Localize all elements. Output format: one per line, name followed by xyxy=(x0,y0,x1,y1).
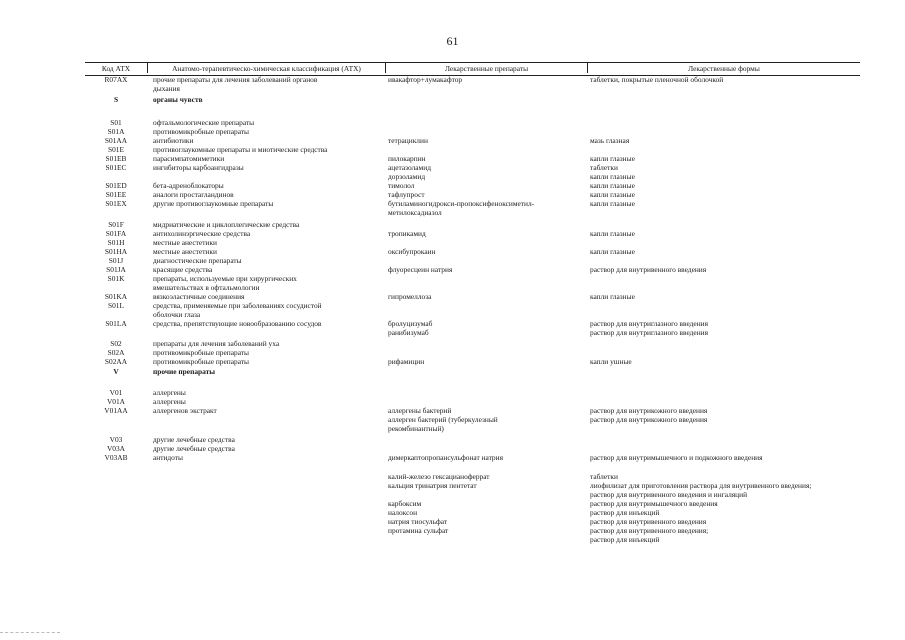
cell-code: V03 xyxy=(109,435,123,444)
cell-form: капли глазные xyxy=(590,199,635,208)
table-row xyxy=(85,518,860,527)
cell-form: таблетки xyxy=(590,472,618,481)
cell-code: S01E xyxy=(107,145,124,154)
cell-classification: другие противоглаукомные препараты xyxy=(153,199,274,208)
table-row xyxy=(85,500,860,509)
cell-drug: бутиламиногидрокси-пропоксифеноксиметил- xyxy=(388,199,535,208)
table-row xyxy=(85,527,860,536)
cell-code: R07AX xyxy=(104,75,128,84)
cell-classification: прочие препараты для лечения заболеваний органов xyxy=(153,75,318,84)
cell-code: S01K xyxy=(107,274,125,283)
cell-classification: диагностические препараты xyxy=(153,256,242,265)
cell-drug: протамина сульфат xyxy=(388,526,449,535)
cell-classification: аналоги простагландинов xyxy=(153,190,234,199)
cell-code: V01AA xyxy=(104,406,128,415)
cell-form: раствор для внутривенного введения xyxy=(590,517,707,526)
cell-code: S01LA xyxy=(105,319,127,328)
table-row xyxy=(85,491,860,500)
cell-form: раствор для инъекций xyxy=(590,508,660,517)
cell-drug: тафлупрост xyxy=(388,190,425,199)
cell-classification: противомикробные препараты xyxy=(153,127,249,136)
cell-code: S01 xyxy=(110,118,122,127)
cell-classification: другие лечебные средства xyxy=(153,435,235,444)
cell-form: капли глазные xyxy=(590,229,635,238)
table-row xyxy=(85,358,860,367)
cell-form: раствор для внутрикожного введения xyxy=(590,406,708,415)
cell-code: S01HA xyxy=(104,247,128,256)
cell-code: V xyxy=(113,367,119,376)
cell-classification: мидриатические и циклоплегические средства xyxy=(153,220,300,229)
cell-classification: антихолинэргические средства xyxy=(153,229,251,238)
cell-code: S01KA xyxy=(104,292,128,301)
header-code: Код АТХ xyxy=(101,64,131,73)
cell-form: раствор для внутриглазного введения xyxy=(590,319,709,328)
table-row xyxy=(85,454,860,463)
cell-drug: рифамицин xyxy=(388,357,425,366)
cell-form: лиофилизат для приготовления раствора для внутривенного введения; xyxy=(590,481,812,490)
cell-code: V03AB xyxy=(104,453,128,462)
cell-classification: бета-адреноблокаторы xyxy=(153,181,224,190)
table-row xyxy=(85,128,860,137)
cell-drug: флуоресцеин натрия xyxy=(388,265,453,274)
cell-drug: кальция тринатрия пентетат xyxy=(388,481,477,490)
cell-form: капли глазные xyxy=(590,190,635,199)
cell-drug: рекомбинантный) xyxy=(388,424,444,433)
cell-form: раствор для внутривенного введения и ингаляций xyxy=(590,490,748,499)
cell-form: раствор для внутримышечного и подкожного введения xyxy=(590,453,763,462)
cell-drug: метилоксадиазол xyxy=(388,208,442,217)
cell-classification: дыхания xyxy=(153,84,180,93)
cell-code: V01 xyxy=(109,388,123,397)
table-row xyxy=(85,425,860,434)
cell-code: V01A xyxy=(106,397,126,406)
cell-code: S02 xyxy=(110,339,122,348)
cell-code: S01EB xyxy=(105,154,127,163)
table-row xyxy=(85,302,860,311)
cell-classification: другие лечебные средства xyxy=(153,444,235,453)
cell-classification: препараты для лечения заболеваний уха xyxy=(153,339,280,348)
cell-drug: тетрациклин xyxy=(388,136,428,145)
bottom-divider xyxy=(0,632,60,633)
cell-drug: ацетазоламид xyxy=(388,163,431,172)
cell-code: S xyxy=(113,95,119,104)
table-row xyxy=(85,416,860,425)
cell-classification: аллергены xyxy=(153,388,186,397)
cell-drug: карбоксим xyxy=(388,499,422,508)
cell-classification: противомикробные препараты xyxy=(153,357,249,366)
cell-drug: ранибизумаб xyxy=(388,328,429,337)
cell-form: капли ушные xyxy=(590,357,632,366)
cell-form: раствор для внутримышечного введения xyxy=(590,499,718,508)
cell-classification: оболочки глаза xyxy=(153,310,201,319)
cell-drug: налоксон xyxy=(388,508,418,517)
cell-classification: местные анестетики xyxy=(153,238,217,247)
cell-classification: вязкоэластичные соединения xyxy=(153,292,245,301)
cell-classification: антибиотики xyxy=(153,136,194,145)
header-forms: Лекарственные формы xyxy=(587,63,860,73)
table-header xyxy=(85,62,860,76)
table-row xyxy=(85,209,860,218)
cell-drug: аллерген бактерий (туберкулезный xyxy=(388,415,498,424)
cell-classification: средства, применяемые при заболеваниях сосудистой xyxy=(153,301,322,310)
cell-drug: гипромеллоза xyxy=(388,292,432,301)
cell-drug: натрия тиосульфат xyxy=(388,517,448,526)
cell-code: S02AA xyxy=(104,357,128,366)
cell-drug: аллергены бактерий xyxy=(388,406,452,415)
cell-form: раствор для внутриглазного введения xyxy=(590,328,709,337)
cell-code: S01L xyxy=(107,301,124,310)
table-row xyxy=(85,329,860,338)
cell-drug: бролуцизумаб xyxy=(388,319,433,328)
table-row xyxy=(85,200,860,209)
cell-classification: противоглаукомные препараты и миотические средства xyxy=(153,145,328,154)
cell-drug: ивакафтор+лумакафтор xyxy=(388,75,463,84)
table-row xyxy=(85,536,860,545)
table-row xyxy=(85,96,860,105)
header-classification: Анатомо-терапевтическо-химическая классификация (АТХ) xyxy=(147,63,385,73)
cell-code: S01EE xyxy=(105,190,127,199)
cell-classification: офтальмологические препараты xyxy=(153,118,255,127)
cell-code: S01EX xyxy=(105,199,127,208)
cell-form: раствор для инъекций xyxy=(590,535,660,544)
cell-classification: антидоты xyxy=(153,453,183,462)
cell-code: S01F xyxy=(108,220,124,229)
cell-code: S01AA xyxy=(104,136,128,145)
cell-form: раствор для внутривенного введения; xyxy=(590,526,709,535)
cell-drug: димеркаптопропансульфонат натрия xyxy=(388,453,503,462)
cell-drug: дорзоламид xyxy=(388,172,426,181)
cell-form: капли глазные xyxy=(590,292,635,301)
cell-classification: красящие средства xyxy=(153,265,213,274)
cell-form: капли глазные xyxy=(590,172,635,181)
table-row xyxy=(85,76,860,85)
cell-code: S01ED xyxy=(105,181,127,190)
table-row xyxy=(85,164,860,173)
cell-code: S01FA xyxy=(105,229,127,238)
cell-classification: органы чувств xyxy=(153,95,203,104)
cell-drug: тропикамид xyxy=(388,229,426,238)
cell-classification: ингибиторы карбоангидразы xyxy=(153,163,244,172)
cell-classification: прочие препараты xyxy=(153,367,216,376)
cell-drug: пилокарпин xyxy=(388,154,426,163)
cell-code: S01JA xyxy=(106,265,126,274)
cell-form: таблетки, покрытые пленочной оболочкой xyxy=(590,75,724,84)
table-row xyxy=(85,85,860,94)
cell-code: S01EC xyxy=(105,163,127,172)
cell-form: таблетки xyxy=(590,163,618,172)
page-number: 61 xyxy=(446,34,459,48)
cell-form: капли глазные xyxy=(590,181,635,190)
cell-form: раствор для внутрикожного введения xyxy=(590,415,708,424)
header-drugs: Лекарственные препараты xyxy=(385,63,587,73)
table-row xyxy=(85,320,860,329)
cell-code: S01A xyxy=(107,127,125,136)
cell-classification: аллергены xyxy=(153,397,186,406)
cell-code: V03A xyxy=(106,444,126,453)
cell-form: раствор для внутривенного введения xyxy=(590,265,707,274)
cell-form: мазь глазная xyxy=(590,136,630,145)
table-row xyxy=(85,368,860,377)
cell-classification: вмешательствах в офтальмологии xyxy=(153,283,260,292)
cell-code: S02A xyxy=(107,348,125,357)
cell-drug: оксибупрокаин xyxy=(388,247,436,256)
cell-classification: препараты, используемые при хирургических xyxy=(153,274,297,283)
table-row xyxy=(85,509,860,518)
cell-form: капли глазные xyxy=(590,247,635,256)
cell-classification: парасимпатомиметики xyxy=(153,154,225,163)
cell-form: капли глазные xyxy=(590,154,635,163)
cell-classification: средства, препятствующие новообразованию сосудов xyxy=(153,319,322,328)
cell-classification: аллергенов экстракт xyxy=(153,406,217,415)
cell-drug: калий-железо гексацианоферрат xyxy=(388,472,490,481)
cell-code: S01H xyxy=(107,238,125,247)
cell-classification: местные анестетики xyxy=(153,247,217,256)
atc-table xyxy=(85,62,860,544)
cell-classification: противомикробные препараты xyxy=(153,348,249,357)
cell-code: S01J xyxy=(108,256,124,265)
cell-drug: тимолол xyxy=(388,181,415,190)
table-row xyxy=(85,389,860,398)
